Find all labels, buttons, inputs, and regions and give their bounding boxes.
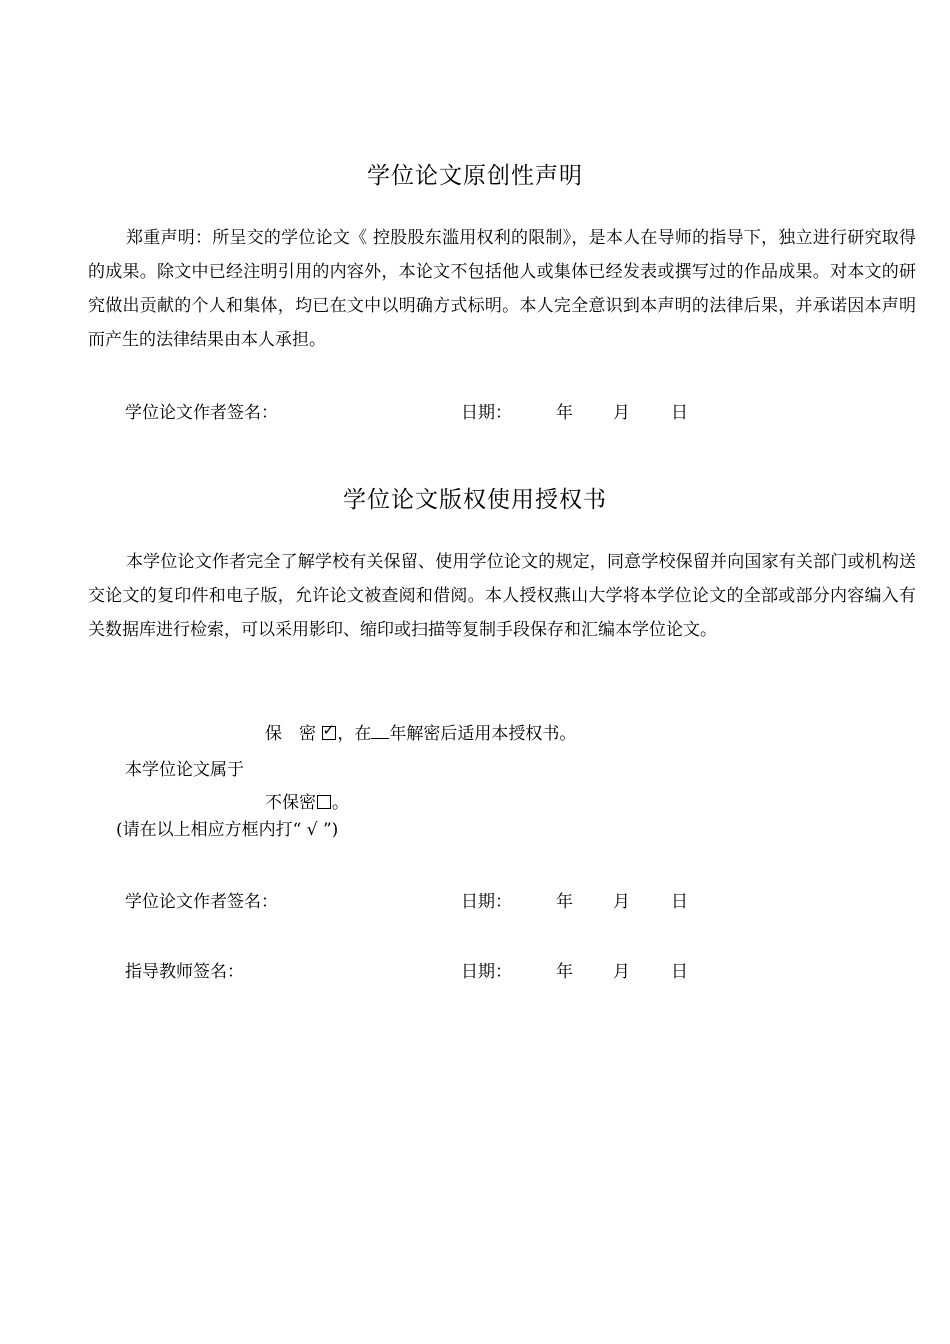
month-label: 月	[613, 403, 630, 423]
not-secret-label: 不保密	[265, 793, 316, 813]
authorization-title: 学位论文版权使用授权书	[343, 487, 607, 513]
authorization-paragraph: 本学位论文作者完全了解学校有关保留、使用学位论文的规定，同意学校保留并向国家有关部门或机构送交论文的复印件和电子版，允许论文被查阅和借阅。本人授权燕山大学将本学位论文的全部或部分内容编入有关数据库进行检索，可以采用影印、缩印或扫描等复制手段保存和汇编本学位论文。	[88, 552, 916, 640]
belongs-label: 本学位论文属于	[125, 760, 244, 780]
day-label: 日	[671, 403, 688, 423]
secret-tail-prefix: ，在	[337, 724, 372, 744]
author-signature-label: 学位论文作者签名：	[125, 892, 278, 912]
secret-label: 保 密	[265, 724, 316, 744]
not-secret-checkbox[interactable]	[317, 795, 331, 809]
secret-years-blank[interactable]	[371, 724, 389, 739]
secret-tail-suffix: 年解密后适用本授权书。	[389, 724, 577, 744]
not-secret-option-row	[265, 792, 349, 814]
date-label: 日期：	[461, 962, 512, 982]
originality-paragraph: 郑重声明：所呈交的学位论文《 控股股东滥用权利的限制》，是本人在导师的指导下，独立进行研究取得的成果。除文中已经注明引用的内容外，本论文不包括他人或集体已经发表或撰写过的作品成果。对本文的研究做出贡献的个人和集体，均已在文中以明确方式标明。本人完全意识到本声明的法律后果，并承诺因本声明而产生的法律结果由本人承担。	[88, 228, 916, 350]
month-label: 月	[613, 962, 630, 982]
day-label: 日	[671, 962, 688, 982]
year-label: 年	[556, 403, 573, 423]
day-label: 日	[671, 892, 688, 912]
month-label: 月	[613, 892, 630, 912]
year-label: 年	[556, 892, 573, 912]
not-secret-tail: 。	[332, 793, 349, 813]
check-mark-icon: ✓	[322, 721, 335, 739]
date-label: 日期：	[461, 403, 512, 423]
originality-title: 学位论文原创性声明	[367, 163, 583, 189]
advisor-signature-label: 指导教师签名：	[125, 962, 244, 982]
secret-checkbox[interactable]	[322, 721, 336, 740]
date-label: 日期：	[461, 892, 512, 912]
author-signature-label: 学位论文作者签名：	[125, 403, 278, 423]
secret-option-row	[265, 723, 576, 745]
instruction-text: (请在以上相应方框内打“ √ ”)	[116, 820, 339, 840]
year-label: 年	[556, 962, 573, 982]
